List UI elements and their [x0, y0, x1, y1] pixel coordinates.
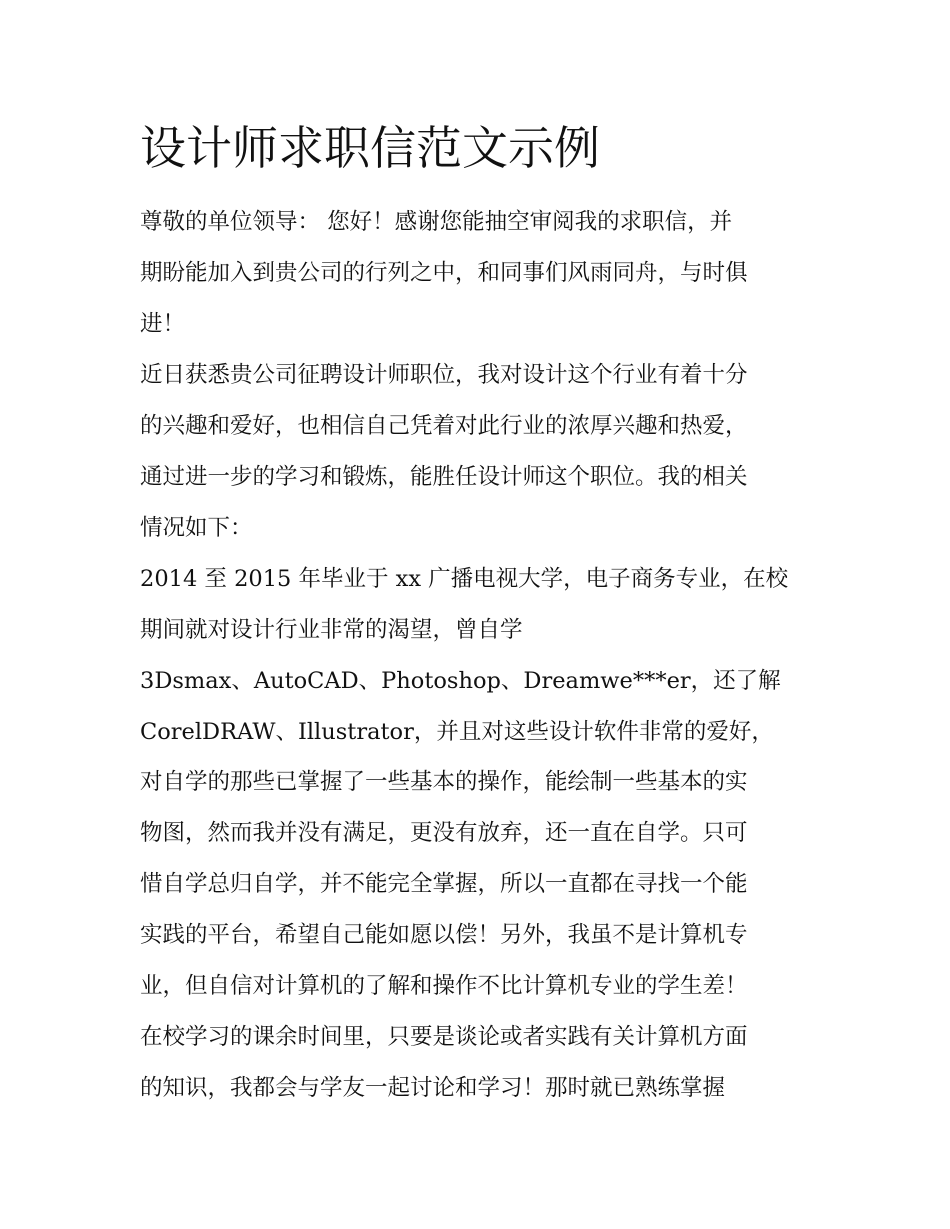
body-line: 对自学的那些已掌握了一些基本的操作，能绘制一些基本的实 [140, 769, 748, 795]
body-line: CorelDRAW、Illustrator，并且对这些设计软件非常的爱好， [140, 719, 774, 745]
body-line: 通过进一步的学习和锻炼，能胜任设计师这个职位。我的相关 [140, 464, 748, 490]
body-line: 近日获悉贵公司征聘设计师职位，我对设计这个行业有着十分 [140, 362, 748, 388]
body-line: 实践的平台，希望自己能如愿以偿！另外，我虽不是计算机专 [140, 922, 748, 948]
body-line: 尊敬的单位领导： 您好！感谢您能抽空审阅我的求职信，并 [140, 209, 733, 235]
body-line: 的兴趣和爱好，也相信自己凭着对此行业的浓厚兴趣和热爱， [140, 413, 748, 439]
document-title: 设计师求职信范文示例 [140, 121, 600, 175]
body-line: 期间就对设计行业非常的渴望，曾自学 [140, 617, 523, 643]
body-line: 在校学习的课余时间里，只要是谈论或者实践有关计算机方面 [140, 1024, 748, 1050]
body-line: 物图，然而我并没有满足，更没有放弃，还一直在自学。只可 [140, 820, 748, 846]
body-line: 2014 至 2015 年毕业于 xx 广播电视大学，电子商务专业，在校 [140, 566, 789, 592]
body-line: 业，但自信对计算机的了解和操作不比计算机专业的学生差！ [140, 973, 748, 999]
body-line: 惜自学总归自学，并不能完全掌握，所以一直都在寻找一个能 [140, 871, 748, 897]
body-line: 期盼能加入到贵公司的行列之中，和同事们风雨同舟，与时俱 [140, 260, 748, 286]
body-line: 3Dsmax、AutoCAD、Photoshop、Dreamwe***er，还了解 [140, 668, 781, 694]
body-line: 情况如下： [140, 515, 253, 541]
body-line: 进！ [140, 311, 186, 337]
body-line: 的知识，我都会与学友一起讨论和学习！那时就已熟练掌握 [140, 1075, 726, 1101]
